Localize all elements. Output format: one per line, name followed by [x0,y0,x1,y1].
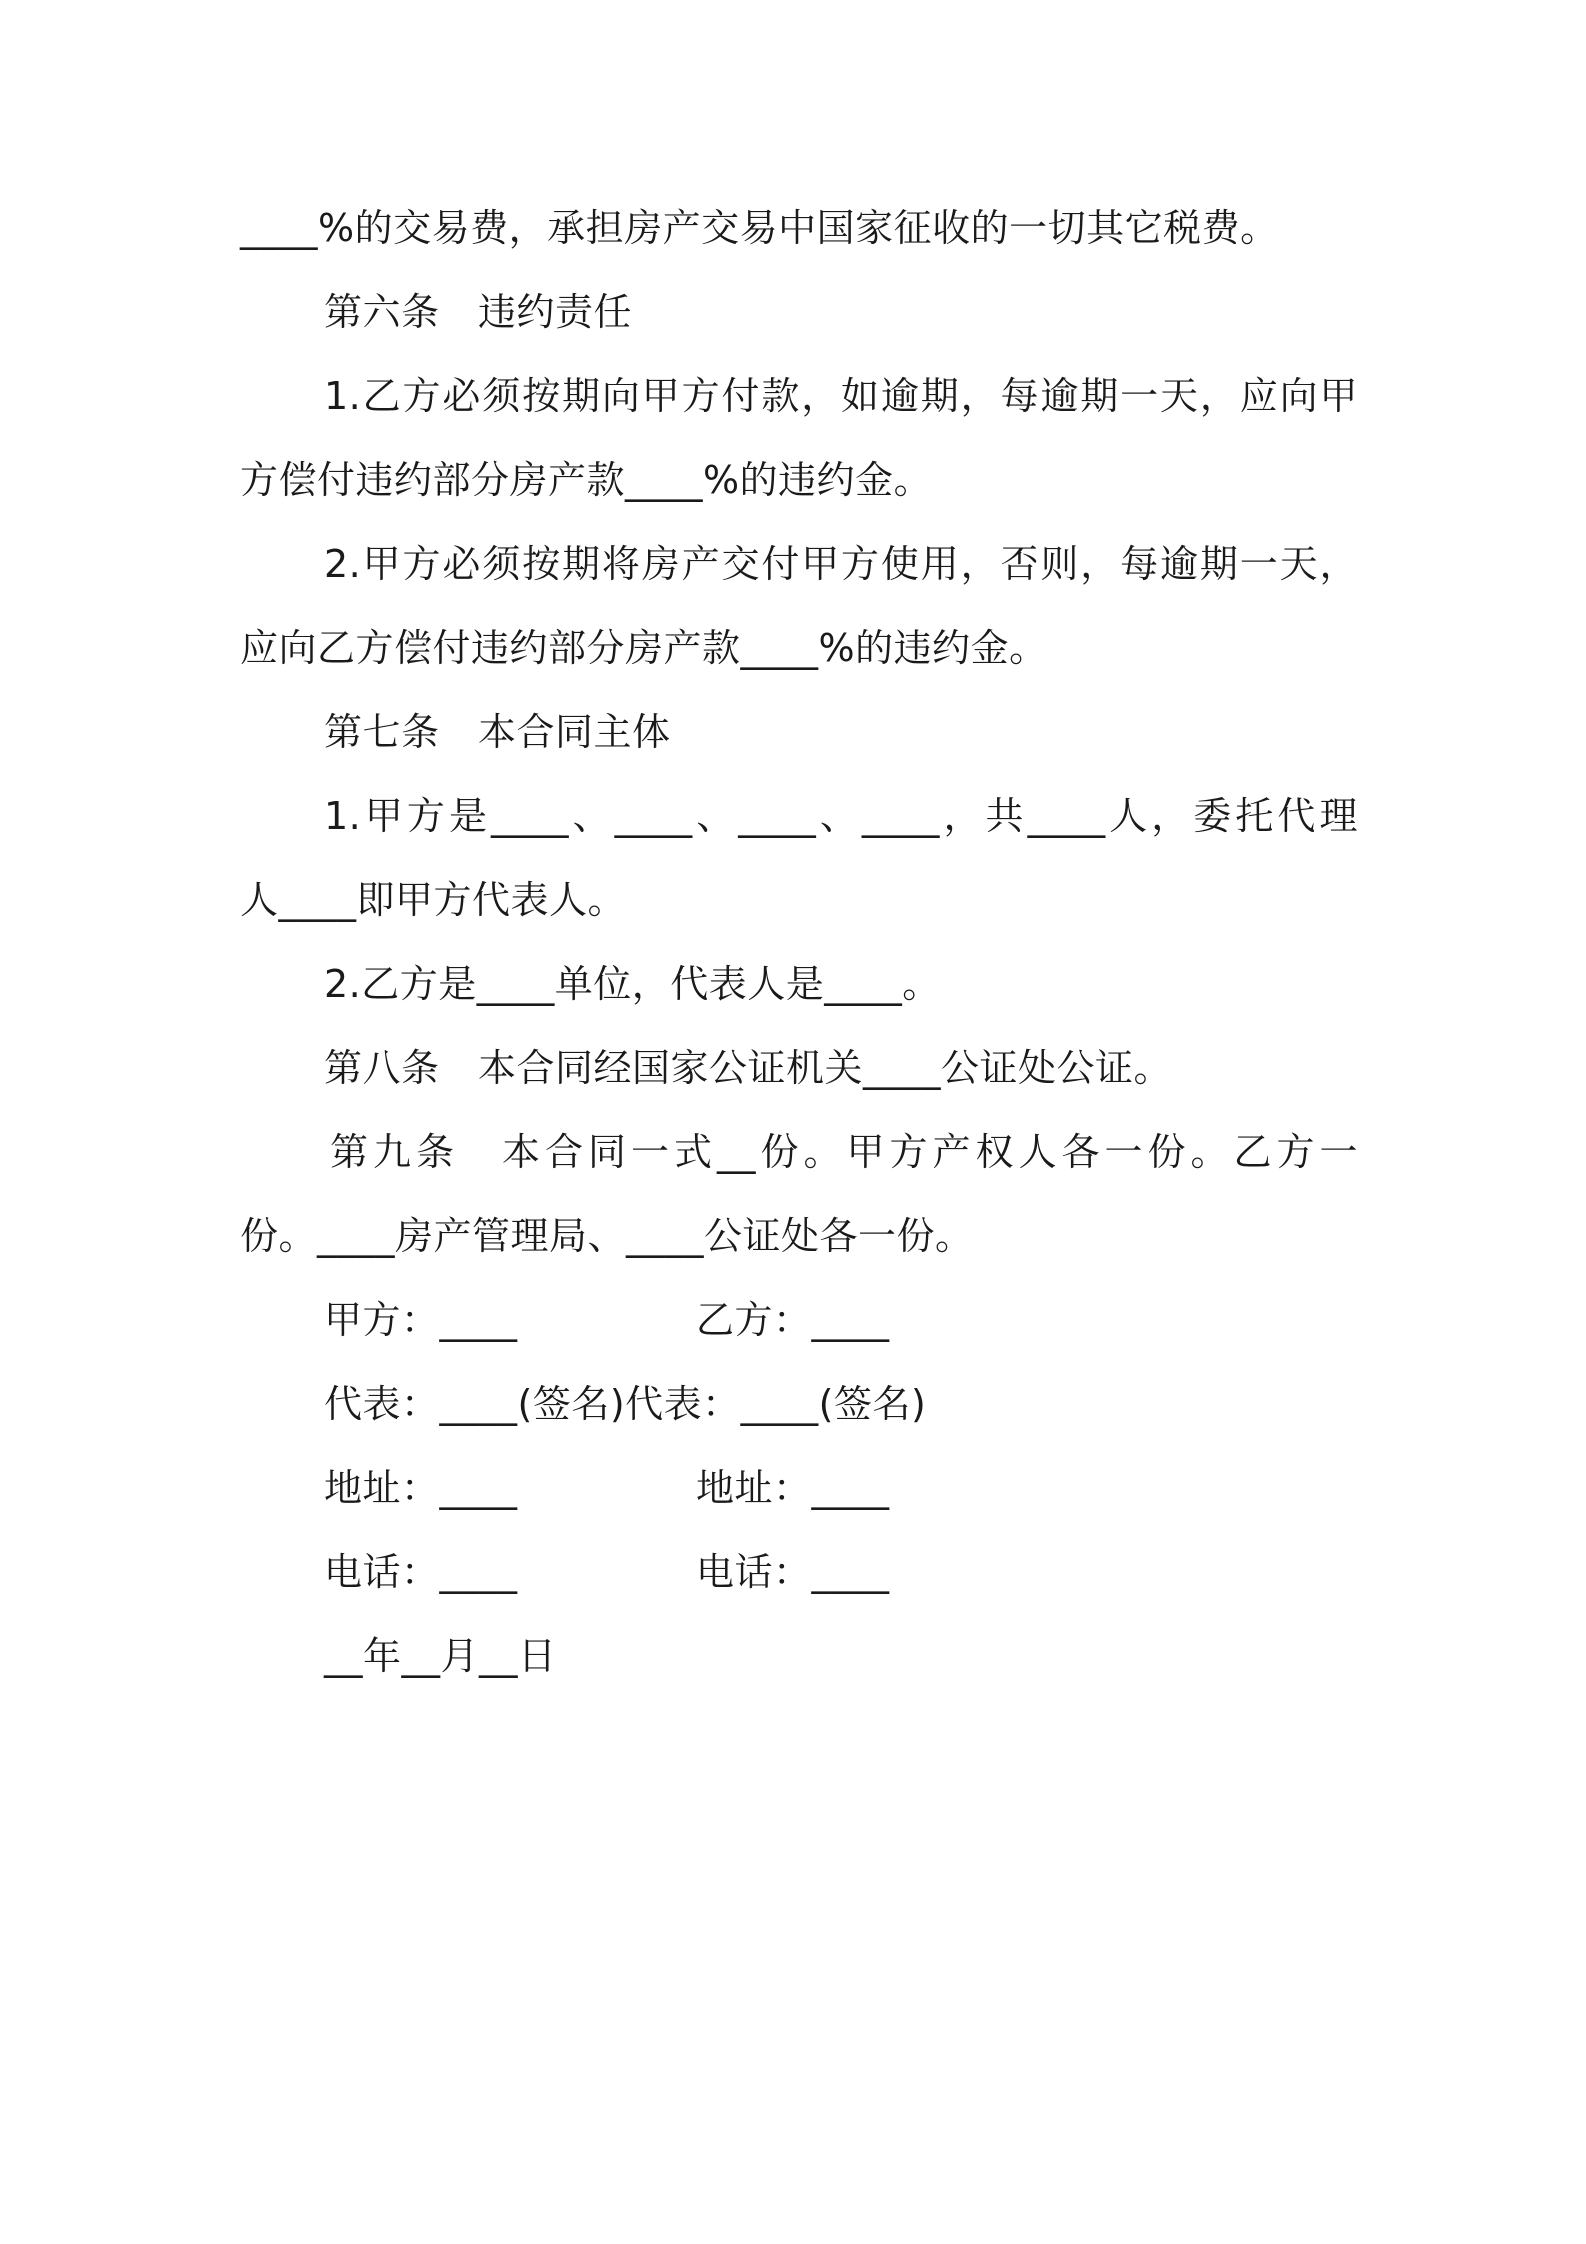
phone-b-label: 电话：____ [696,1550,890,1594]
text-line-6-2a: 2.甲方必须按期将房产交付甲方使用，否则，每逾期一天， [324,542,1358,586]
text-line-9-b: 份。____房产管理局、____公证处各一份。 [240,1214,974,1258]
text-line-6-2b: 应向乙方偿付违约部分房产款____%的违约金。 [240,626,1048,670]
party-b-label: 乙方：____ [696,1298,890,1342]
text-line-7-1a: 1.甲方是____、____、____、____，共____人，委托代理 [324,794,1358,838]
address-a-label: 地址：____ [324,1466,518,1510]
text-line-6-1a: 1.乙方必须按期向甲方付款，如逾期，每逾期一天，应向甲 [324,374,1358,418]
heading-article-7: 第七条 本合同主体 [324,710,671,754]
heading-article-8: 第八条 本合同经国家公证机关____公证处公证。 [324,1046,1173,1090]
date-line: __年__月__日 [324,1634,557,1678]
text-line-6-1b: 方偿付违约部分房产款____%的违约金。 [240,458,933,502]
text-line-7-1b: 人____即甲方代表人。 [240,878,627,922]
heading-article-6: 第六条 违约责任 [324,290,633,334]
heading-article-9: 第九条 本合同一式__份。甲方产权人各一份。乙方一 [330,1130,1358,1174]
representative-line: 代表：____(签名)代表：____(签名) [324,1382,927,1426]
address-b-label: 地址：____ [696,1466,890,1510]
party-a-label: 甲方：____ [324,1298,518,1342]
text-line-7-2: 2.乙方是____单位，代表人是____。 [324,962,941,1006]
text-line-fee: ____%的交易费，承担房产交易中国家征收的一切其它税费。 [240,206,1279,250]
phone-a-label: 电话：____ [324,1550,518,1594]
